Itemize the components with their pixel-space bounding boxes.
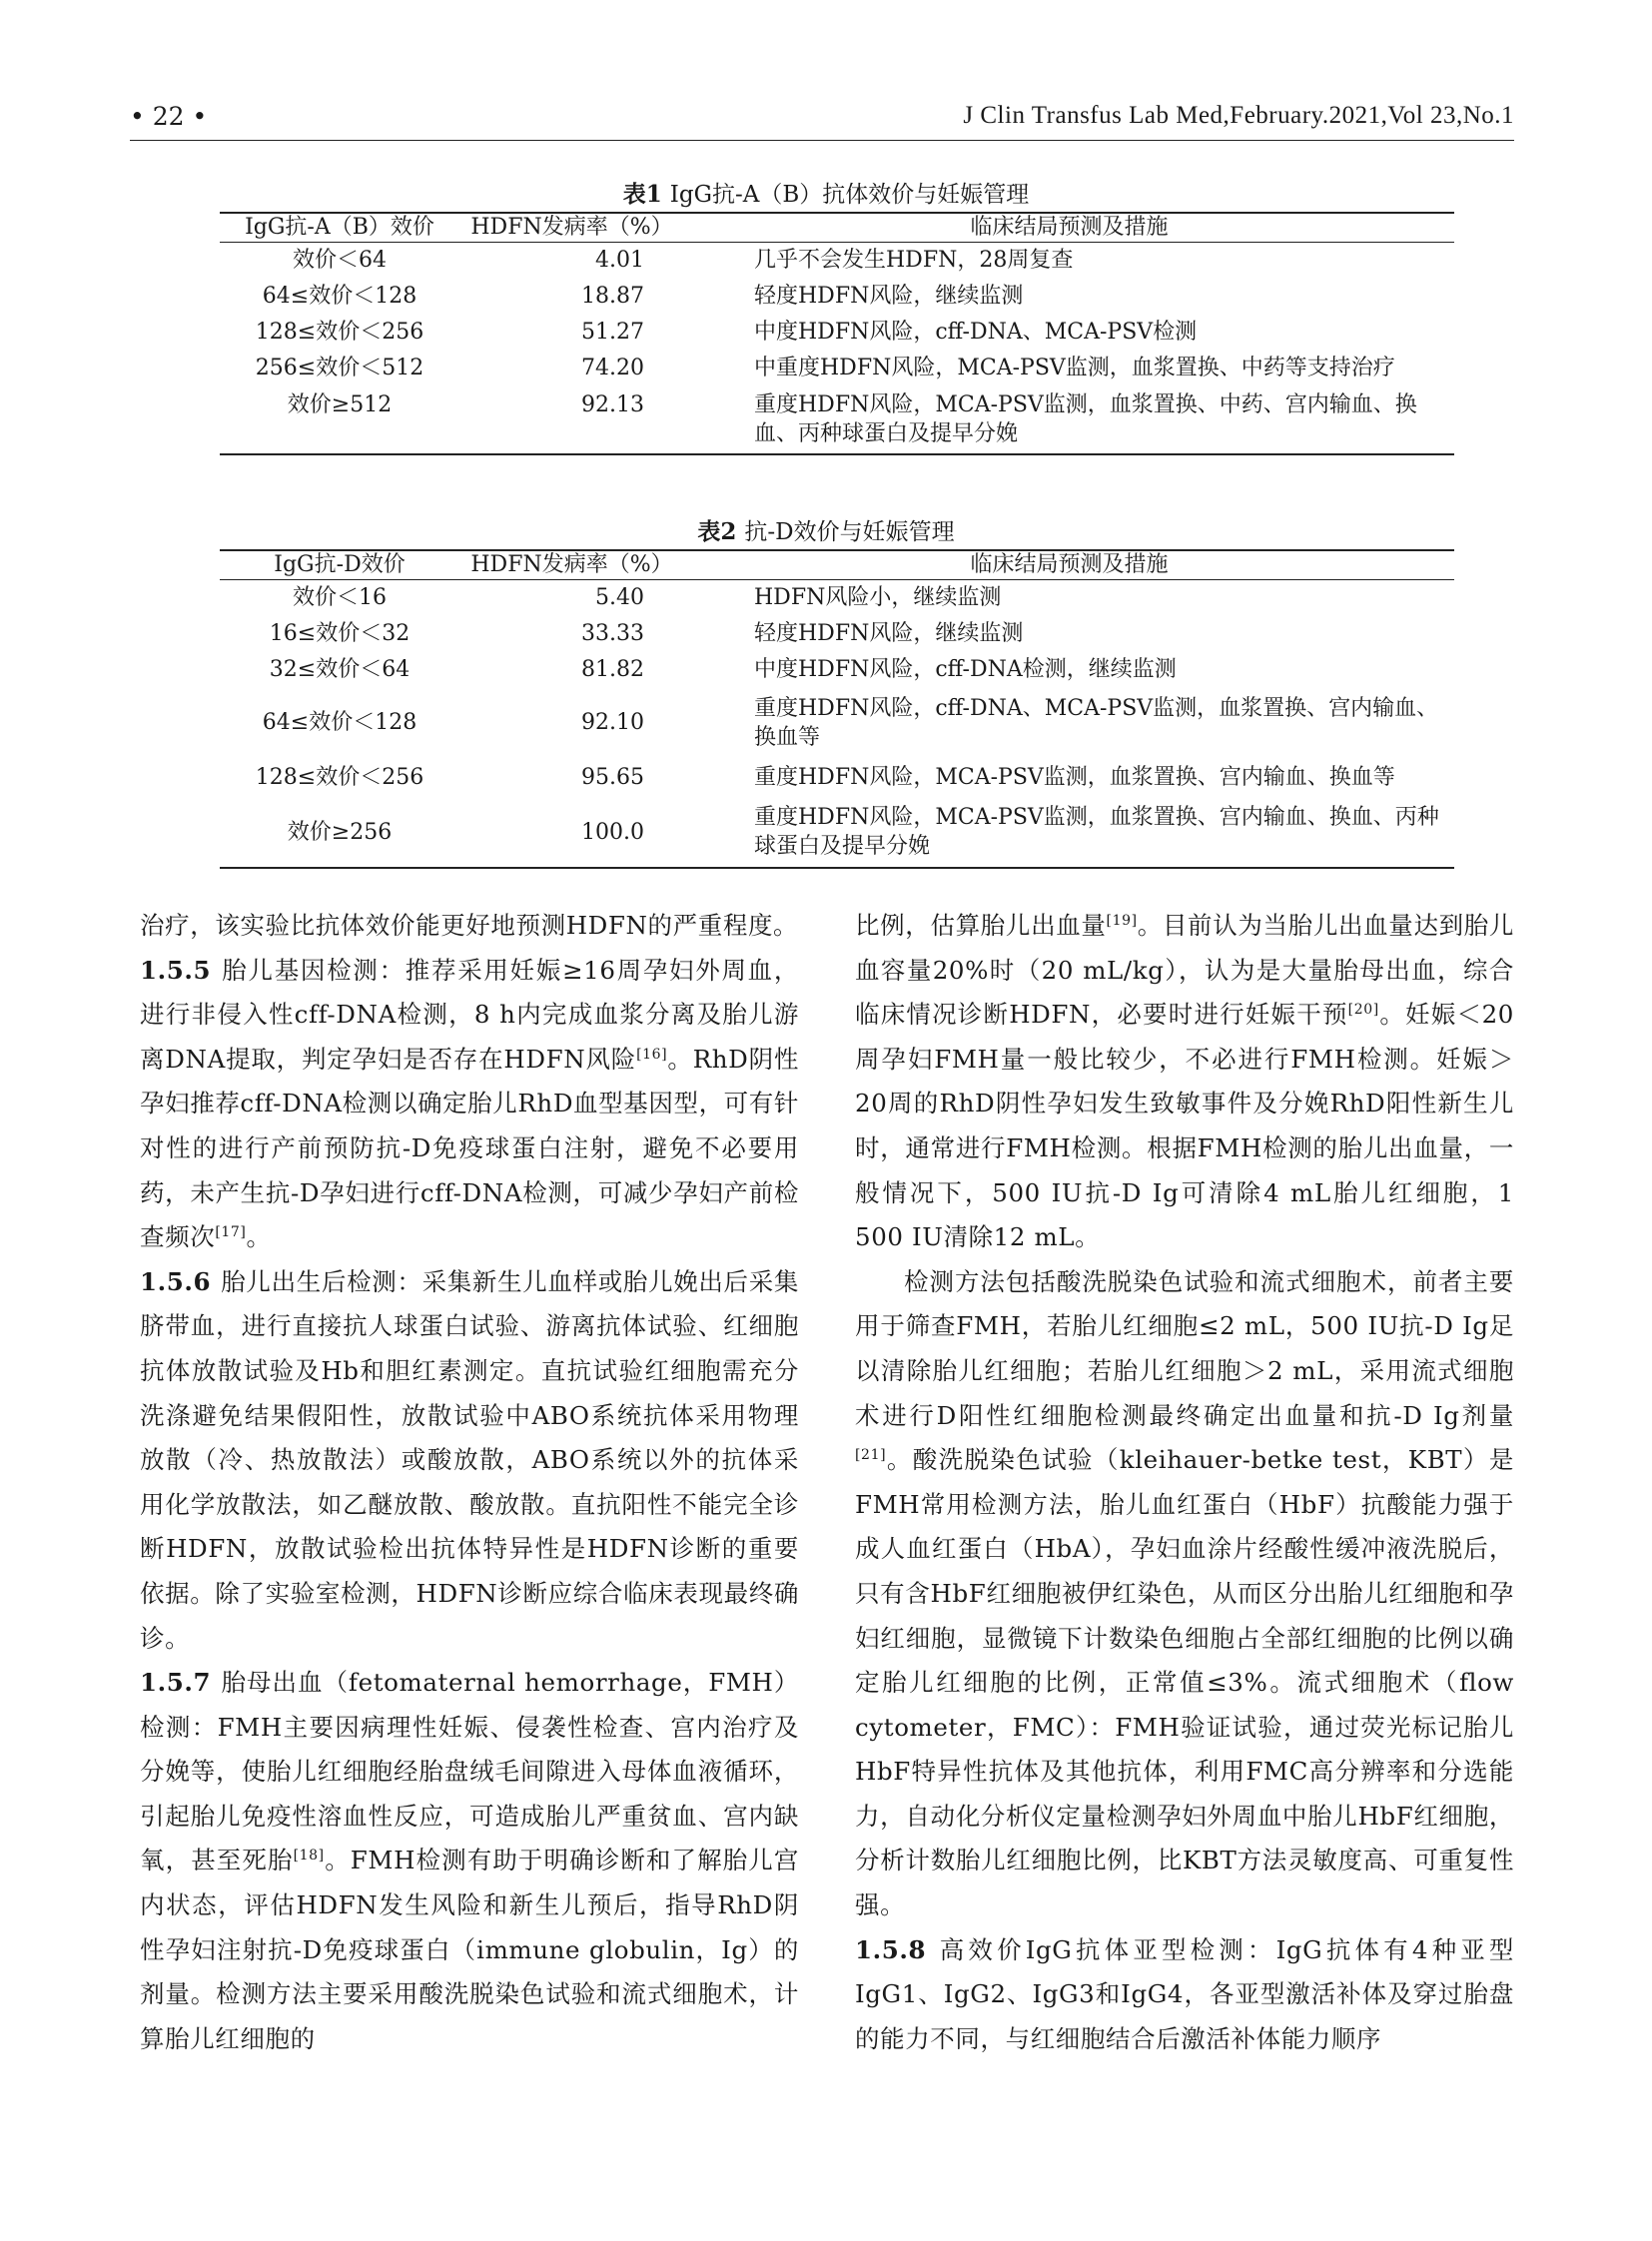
table2 <box>220 549 1454 869</box>
table-row <box>220 616 1454 652</box>
paragraph-text: 。FMH检测有助于明确诊断和了解胎儿宫内状态，评估HDFN发生风险和新生儿预后，指导RhD阴性孕妇注射抗-D免疫球蛋白（immune globulin，Ig）的剂量。检测方法主要采用酸洗脱染色试验和流式细胞术，计算胎儿红细胞的 <box>140 1846 799 2053</box>
table-cell-incidence: 95.65 <box>581 765 644 790</box>
table-cell-measures: 轻度HDFN风险，继续监测 <box>754 621 1024 646</box>
table-cell-measures: 中度HDFN风险，cff-DNA检测，继续监测 <box>754 657 1177 682</box>
paragraph-text: 胎儿基因检测：推荐采用妊娠≥16周孕妇外周血，进行非侵入性cff-DNA检测，8 h内完成血浆分离及胎儿游离DNA提取，判定孕妇是否存在HDFN风险 <box>140 955 799 1074</box>
table2-caption <box>0 513 1652 546</box>
table2-header-incidence: HDFN发病率（%） <box>459 550 684 580</box>
table1-header-row <box>220 213 1454 243</box>
page-header <box>130 100 1514 141</box>
paragraph-text: 。酸洗脱染色试验（kleihauer-betke test，KBT）是FMH常用检测方法，胎儿血红蛋白（HbF）抗酸能力强于成人血红蛋白（HbA），孕妇血涂片经酸性缓冲液洗脱后，只有含HbF红细胞被伊红染色，从而区分出胎儿红细胞和孕妇红细胞，显微镜下计数染色细胞占全部红细胞的比例以确定胎儿红细胞的比例，正常值≤3%。流式细胞术（flow cytometer，FMC）：FMH验证试验，通过荧光标记胎儿HbF特异性抗体及其他抗体，利用FMC高分辨率和分选能力，自动化分析仪定量检测孕妇外周血中胎儿HbF红细胞，分析计数胎儿红细胞比例，比KBT方法灵敏度高、可重复性强。 <box>855 1445 1514 1920</box>
table-cell-titer: 64≤效价＜128 <box>262 710 417 735</box>
table-cell-titer: 16≤效价＜32 <box>269 621 411 646</box>
table1 <box>220 212 1454 455</box>
citation-ref[interactable]: [18] <box>293 1848 325 1865</box>
section-number: 1.5.8 <box>855 1934 927 1964</box>
table-cell-incidence: 18.87 <box>581 284 644 309</box>
table-cell-measures: 重度HDFN风险，MCA-PSV监测，血浆置换、中药、宫内输血、换血、丙种球蛋白及提早分娩 <box>754 392 1417 446</box>
table-cell-titer: 效价≥256 <box>287 819 393 845</box>
paragraph-text: 比例，估算胎儿出血量 <box>855 911 1107 940</box>
section-1-5-6 <box>140 1260 799 1661</box>
table-cell-titer: 128≤效价＜256 <box>255 765 424 790</box>
table-cell-incidence: 51.27 <box>581 320 644 345</box>
table1-header-titer: IgG抗-A（B）效价 <box>220 213 459 243</box>
table2-header-row <box>220 550 1454 580</box>
table2-header-titer: IgG抗-D效价 <box>220 550 459 580</box>
paragraph-text: 胎儿出生后检测：采集新生儿血样或胎儿娩出后采集脐带血，进行直接抗人球蛋白试验、游离抗体试验、红细胞抗体放散试验及Hb和胆红素测定。直抗试验红细胞需充分洗涤避免结果假阳性，放散试验中ABO系统抗体采用物理放散（冷、热放散法）或酸放散，ABO系统以外的抗体采用化学放散法，如乙醚放散、酸放散。直抗阳性不能完全诊断HDFN，放散试验检出抗体特异性是HDFN诊断的重要依据。除了实验室检测，HDFN诊断应综合临床表现最终确诊。 <box>140 1266 799 1653</box>
table-cell-incidence: 92.10 <box>581 710 644 735</box>
table1-header-measures: 临床结局预测及措施 <box>684 213 1454 243</box>
table-row <box>220 580 1454 616</box>
table-row <box>220 758 1454 798</box>
table-row <box>220 652 1454 688</box>
table-row <box>220 798 1454 868</box>
page-number: • 22 • <box>130 102 208 131</box>
section-number: 1.5.7 <box>140 1668 212 1698</box>
table-cell-titer: 32≤效价＜64 <box>269 657 411 682</box>
table-cell-titer: 64≤效价＜128 <box>262 284 417 309</box>
paragraph-text: 胎母出血（fetomaternal hemorrhage，FMH）检测：FMH主要因病理性妊娠、侵袭性检查、宫内治疗及分娩等，使胎儿红细胞经胎盘绒毛间隙进入母体血液循环，引起胎儿免疫性溶血性反应，可造成胎儿严重贫血、宫内缺氧，甚至死胎 <box>140 1668 799 1875</box>
table1-label: 表1 <box>622 181 662 208</box>
paragraph-text: 。 <box>246 1222 272 1252</box>
table-cell-measures: 重度HDFN风险，MCA-PSV监测，血浆置换、宫内输血、换血、丙种球蛋白及提早分娩 <box>754 805 1439 859</box>
citation-ref[interactable]: [20] <box>1347 1002 1379 1019</box>
paragraph <box>855 904 1514 1260</box>
table-row <box>220 688 1454 758</box>
table-row <box>220 351 1454 386</box>
table-cell-titer: 效价≥512 <box>287 391 393 417</box>
table-cell-incidence: 100.0 <box>581 819 644 845</box>
paragraph-text: 高效价IgG抗体亚型检测：IgG抗体有4种亚型IgG1、IgG2、IgG3和IgG4，各亚型激活补体及穿过胎盘的能力不同，与红细胞结合后激活补体能力顺序 <box>855 1934 1514 2053</box>
right-column <box>855 904 1514 2061</box>
table-cell-titer: 效价＜16 <box>293 585 387 611</box>
table-cell-measures: 中重度HDFN风险，MCA-PSV监测，血浆置换、中药等支持治疗 <box>754 356 1395 380</box>
table1-caption <box>0 176 1652 209</box>
paragraph-text: 。RhD阴性孕妇推荐cff-DNA检测以确定胎儿RhD血型基因型，可有针对性的进行产前预防抗-D免疫球蛋白注射，避免不必要用药，未产生抗-D孕妇进行cff-DNA检测，可减少孕妇产前检查频次 <box>140 1044 799 1252</box>
paragraph <box>855 1260 1514 1928</box>
section-1-5-7 <box>140 1661 799 2061</box>
section-1-5-5 <box>140 949 799 1260</box>
paragraph-text: 。妊娠＜20周孕妇FMH量一般比较少，不必进行FMH检测。妊娠＞20周的RhD阴性孕妇发生致敏事件及分娩RhD阳性新生儿时，通常进行FMH检测。根据FMH检测的胎儿出血量，一般情况下，500 IU抗-D Ig可清除4 mL胎儿红细胞，1 500 IU清除12 mL。 <box>855 1000 1514 1252</box>
table-row <box>220 243 1454 279</box>
table-cell-measures: 重度HDFN风险，cff-DNA、MCA-PSV监测，血浆置换、宫内输血、换血等 <box>754 695 1439 750</box>
table-cell-incidence: 92.13 <box>581 391 644 417</box>
table-cell-measures: 轻度HDFN风险，继续监测 <box>754 284 1024 309</box>
table-row <box>220 279 1454 315</box>
paragraph-text: 。目前认为当胎儿出血量达到胎儿血容量20%时（20 mL/kg），认为是大量胎母出血，综合临床情况诊断HDFN，必要时进行妊娠干预 <box>855 911 1515 1030</box>
table-row <box>220 315 1454 351</box>
table-cell-titer: 128≤效价＜256 <box>255 320 424 345</box>
table-cell-incidence: 4.01 <box>595 248 644 274</box>
table-cell-incidence: 81.82 <box>581 657 644 682</box>
table2-header-measures: 临床结局预测及措施 <box>684 550 1454 580</box>
table-row <box>220 386 1454 454</box>
table2-title: 抗-D效价与妊娠管理 <box>744 519 955 545</box>
citation-ref[interactable]: [16] <box>636 1046 668 1063</box>
table-cell-measures: 重度HDFN风险，MCA-PSV监测，血浆置换、宫内输血、换血等 <box>754 765 1395 790</box>
citation-ref[interactable]: [21] <box>855 1446 887 1463</box>
citation-ref[interactable]: [17] <box>215 1224 247 1240</box>
paragraph-text: 检测方法包括酸洗脱染色试验和流式细胞术，前者主要用于筛查FMH，若胎儿红细胞≤2 mL，500 IU抗-D Ig足以清除胎儿红细胞；若胎儿红细胞＞2 mL，采用流式细胞术进行D阳性红细胞检测最终确定出血量和抗-D Ig剂量 <box>855 1266 1514 1430</box>
table-cell-measures: 中度HDFN风险，cff-DNA、MCA-PSV检测 <box>754 320 1198 345</box>
table-cell-measures: HDFN风险小，继续监测 <box>754 585 1002 611</box>
section-1-5-8 <box>855 1928 1514 2062</box>
table1-title: IgG抗-A（B）抗体效价与妊娠管理 <box>669 182 1030 208</box>
section-number: 1.5.5 <box>140 955 212 985</box>
table-cell-titer: 效价＜64 <box>293 248 387 274</box>
table-cell-incidence: 5.40 <box>595 585 644 611</box>
left-column <box>140 904 799 2061</box>
section-number: 1.5.6 <box>140 1266 212 1296</box>
paragraph: 治疗，该实验比抗体效价能更好地预测HDFN的严重程度。 <box>140 911 799 940</box>
table-cell-titer: 256≤效价＜512 <box>255 356 424 380</box>
table1-header-incidence: HDFN发病率（%） <box>459 213 684 243</box>
table-cell-incidence: 33.33 <box>581 621 644 646</box>
citation-ref[interactable]: [19] <box>1106 912 1138 929</box>
table2-label: 表2 <box>697 518 737 545</box>
table-cell-measures: 几乎不会发生HDFN，28周复查 <box>754 248 1074 274</box>
journal-citation: J Clin Transfus Lab Med,February.2021,Vol 23,No.1 <box>963 102 1514 129</box>
table-cell-incidence: 74.20 <box>581 356 644 380</box>
